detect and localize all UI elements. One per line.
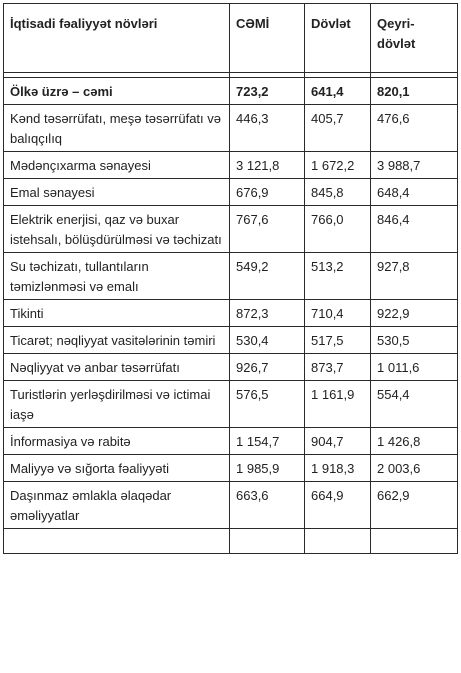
row-activity-cell: Maliyyə və sığorta fəaliyyəti bbox=[4, 455, 230, 482]
row-activity-cell: Kənd təsərrüfatı, meşə təsərrüfatı və balıqçılıq bbox=[4, 105, 230, 152]
row-state-cell: 1 161,9 bbox=[305, 381, 371, 428]
row-state-cell: 513,2 bbox=[305, 253, 371, 300]
row-total-cell: 1 985,9 bbox=[230, 455, 305, 482]
row-state-cell: 766,0 bbox=[305, 206, 371, 253]
row-total-cell: 926,7 bbox=[230, 354, 305, 381]
wages-table bbox=[3, 3, 458, 554]
row-activity-cell: Elektrik enerjisi, qaz və buxar istehsalı, bölüşdürülməsi və təchizatı bbox=[4, 206, 230, 253]
empty-cell bbox=[371, 529, 458, 554]
row-total-cell: 663,6 bbox=[230, 482, 305, 529]
row-activity-cell: İnformasiya və rabitə bbox=[4, 428, 230, 455]
row-nonstate-cell: 2 003,6 bbox=[371, 455, 458, 482]
row-state-cell: 873,7 bbox=[305, 354, 371, 381]
table-row bbox=[4, 482, 458, 529]
row-activity-cell: Turistlərin yerləşdirilməsi və ictimai iaşə bbox=[4, 381, 230, 428]
row-state-cell: 641,4 bbox=[305, 78, 371, 105]
header-nonstate: Qeyri-dövlət bbox=[371, 4, 458, 73]
row-nonstate-cell: 530,5 bbox=[371, 327, 458, 354]
row-total-cell: 767,6 bbox=[230, 206, 305, 253]
row-nonstate-cell: 922,9 bbox=[371, 300, 458, 327]
row-state-cell: 664,9 bbox=[305, 482, 371, 529]
header-state: Dövlət bbox=[305, 4, 371, 73]
table-row bbox=[4, 253, 458, 300]
row-total-cell: 723,2 bbox=[230, 78, 305, 105]
row-activity-cell: Nəqliyyat və anbar təsərrüfatı bbox=[4, 354, 230, 381]
row-state-cell: 1 918,3 bbox=[305, 455, 371, 482]
row-nonstate-cell: 820,1 bbox=[371, 78, 458, 105]
row-activity-cell: Ölkə üzrə – cəmi bbox=[4, 78, 230, 105]
row-total-cell: 676,9 bbox=[230, 179, 305, 206]
row-total-cell: 1 154,7 bbox=[230, 428, 305, 455]
empty-cell bbox=[230, 529, 305, 554]
table-row bbox=[4, 455, 458, 482]
row-activity-cell: Daşınmaz əmlakla əlaqədar əməliyyatlar bbox=[4, 482, 230, 529]
row-nonstate-cell: 3 988,7 bbox=[371, 152, 458, 179]
row-total-cell: 872,3 bbox=[230, 300, 305, 327]
row-total-cell: 530,4 bbox=[230, 327, 305, 354]
row-nonstate-cell: 554,4 bbox=[371, 381, 458, 428]
header-row bbox=[4, 4, 458, 73]
row-total-cell: 576,5 bbox=[230, 381, 305, 428]
row-nonstate-cell: 846,4 bbox=[371, 206, 458, 253]
table-row bbox=[4, 381, 458, 428]
row-state-cell: 405,7 bbox=[305, 105, 371, 152]
row-activity-cell: Tikinti bbox=[4, 300, 230, 327]
row-state-cell: 1 672,2 bbox=[305, 152, 371, 179]
row-activity-cell: Su təchizatı, tullantıların təmizlənməsi və emalı bbox=[4, 253, 230, 300]
row-state-cell: 845,8 bbox=[305, 179, 371, 206]
table-row bbox=[4, 105, 458, 152]
header-activity: İqtisadi fəaliyyət növləri bbox=[4, 4, 230, 73]
row-nonstate-cell: 648,4 bbox=[371, 179, 458, 206]
table-row bbox=[4, 152, 458, 179]
row-nonstate-cell: 1 011,6 bbox=[371, 354, 458, 381]
row-total-cell: 549,2 bbox=[230, 253, 305, 300]
table-row-cutoff bbox=[4, 529, 458, 554]
row-total-cell: 3 121,8 bbox=[230, 152, 305, 179]
table-row bbox=[4, 428, 458, 455]
table-row bbox=[4, 179, 458, 206]
row-state-cell: 904,7 bbox=[305, 428, 371, 455]
row-total-cell: 446,3 bbox=[230, 105, 305, 152]
row-state-cell: 710,4 bbox=[305, 300, 371, 327]
table-row bbox=[4, 300, 458, 327]
row-activity-cell: Ticarət; nəqliyyat vasitələrinin təmiri bbox=[4, 327, 230, 354]
table-row bbox=[4, 78, 458, 105]
header-total: CƏMİ bbox=[230, 4, 305, 73]
row-nonstate-cell: 1 426,8 bbox=[371, 428, 458, 455]
empty-cell bbox=[305, 529, 371, 554]
row-nonstate-cell: 476,6 bbox=[371, 105, 458, 152]
row-activity-cell: Mədənçıxarma sənayesi bbox=[4, 152, 230, 179]
table-row bbox=[4, 327, 458, 354]
table-row bbox=[4, 206, 458, 253]
table-row bbox=[4, 354, 458, 381]
row-activity-cell: Emal sənayesi bbox=[4, 179, 230, 206]
empty-cell bbox=[4, 529, 230, 554]
row-state-cell: 517,5 bbox=[305, 327, 371, 354]
row-nonstate-cell: 662,9 bbox=[371, 482, 458, 529]
table-body bbox=[4, 4, 458, 554]
row-nonstate-cell: 927,8 bbox=[371, 253, 458, 300]
